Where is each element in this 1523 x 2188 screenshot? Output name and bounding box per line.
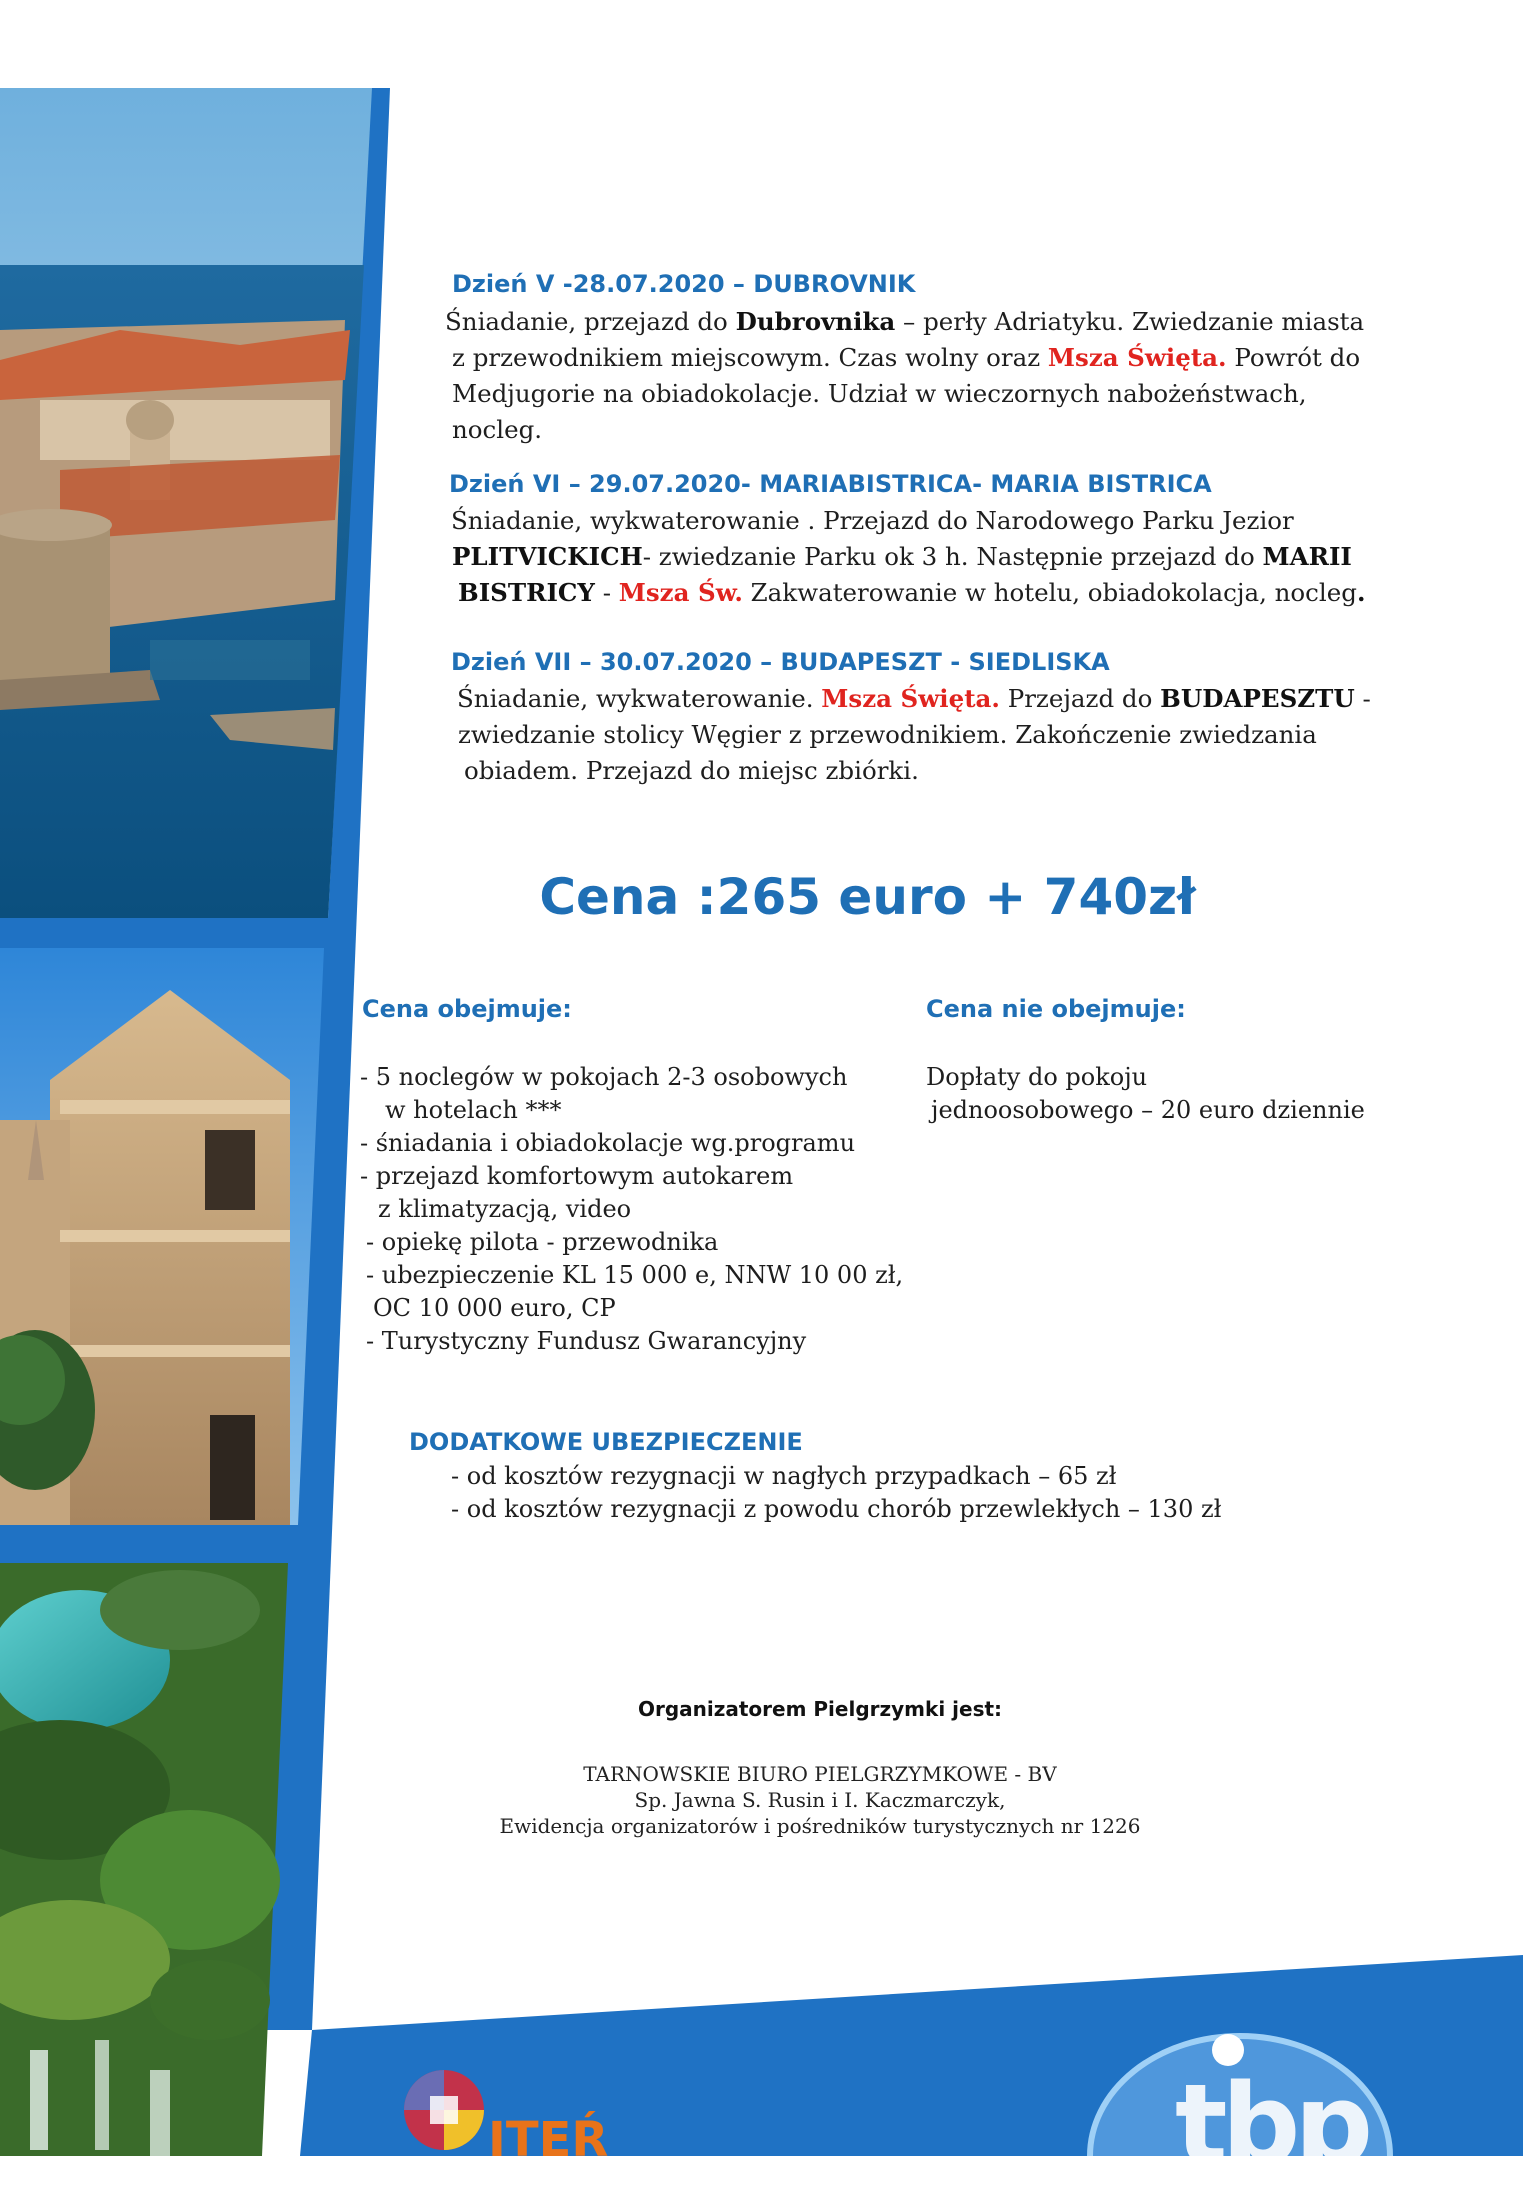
day6-plitvickich-bold: PLITVICKICH	[452, 542, 643, 571]
day6-line-2	[452, 542, 1352, 571]
day7-heading: Dzień VII – 30.07.2020 – BUDAPESZT - SIEDLISKA	[451, 648, 1110, 676]
day7-line1-mid: Przejazd do	[999, 684, 1161, 713]
day6-line2-text: - zwiedzanie Parku ok 3 h. Następnie przejazd do	[642, 542, 1263, 571]
insurance-title: DODATKOWE UBEZPIECZENIE	[409, 1428, 803, 1456]
includes-item-3: - śniadania i obiadokolacje wg.programu	[360, 1129, 856, 1157]
includes-item-4: - przejazd komfortowym autokarem	[360, 1162, 794, 1190]
day6-bistricy-bold: BISTRICY	[458, 578, 595, 607]
includes-title: Cena obejmuje:	[362, 995, 572, 1023]
day5-heading: Dzień V -28.07.2020 – DUBROVNIK	[452, 270, 916, 298]
organizer-line-2: Sp. Jawna S. Rusin i I. Kaczmarczyk,	[634, 1788, 1006, 1812]
day5-line1-tail: – perły Adriatyku. Zwiedzanie miasta	[895, 307, 1365, 336]
day6-line3-text: Zakwaterowanie w hotelu, obiadokolacja, nocleg	[742, 578, 1357, 607]
excludes-title: Cena nie obejmuje:	[926, 995, 1186, 1023]
day5-line2-text: z przewodnikiem miejscowym. Czas wolny oraz	[452, 343, 1048, 372]
includes-item-7: - ubezpieczenie KL 15 000 e, NNW 10 00 zł,	[366, 1261, 904, 1289]
day7-line1-tail: -	[1354, 684, 1371, 713]
day5-dubrovnik-bold: Dubrovnika	[735, 307, 896, 336]
day6-line-1: Śniadanie, wykwaterowanie . Przejazd do Narodowego Parku Jezior	[451, 506, 1294, 535]
day5-line1-text: Śniadanie, przejazd do	[445, 307, 736, 336]
day7-line-1	[457, 684, 1371, 713]
insurance-item-2: - od kosztów rezygnacji z powodu chorób przewlekłych – 130 zł	[451, 1495, 1222, 1523]
day5-line-4: nocleg.	[452, 415, 543, 444]
day7-line1-text: Śniadanie, wykwaterowanie.	[457, 684, 822, 713]
day5-line-2	[452, 343, 1360, 372]
day6-heading: Dzień VI – 29.07.2020- MARIABISTRICA- MARIA BISTRICA	[449, 470, 1212, 498]
includes-item-6: - opiekę pilota - przewodnika	[366, 1228, 719, 1256]
day6-mass-red: Msza Św.	[618, 578, 743, 607]
iter-logo-text: ITEŔ	[488, 2112, 609, 2168]
includes-item-8: OC 10 000 euro, CP	[373, 1294, 616, 1322]
organizer-title: Organizatorem Pielgrzymki jest:	[637, 1697, 1003, 1721]
day5-line2-tail: Powrót do	[1226, 343, 1361, 372]
day6-line3-dash: -	[594, 578, 619, 607]
day7-line-2: zwiedzanie stolicy Węgier z przewodnikiem. Zakończenie zwiedzania	[458, 720, 1317, 749]
day6-marii-bold: MARII	[1262, 542, 1352, 571]
day5-line-1	[445, 307, 1364, 336]
includes-item-2: w hotelach ***	[385, 1096, 562, 1124]
day6-line3-period: .	[1356, 578, 1366, 607]
insurance-item-1: - od kosztów rezygnacji w nagłych przypadkach – 65 zł	[451, 1462, 1117, 1490]
price-heading: Cena :265 euro + 740zł	[539, 868, 1196, 926]
organizer-line-3: Ewidencja organizatorów i pośredników turystycznych nr 1226	[499, 1814, 1141, 1838]
includes-item-1: - 5 noclegów w pokojach 2-3 osobowych	[360, 1063, 848, 1091]
day5-mass-red: Msza Święta.	[1047, 343, 1227, 372]
includes-item-9: - Turystyczny Fundusz Gwarancyjny	[366, 1327, 807, 1355]
includes-item-5: z klimatyzacją, video	[378, 1195, 632, 1223]
day7-line-3: obiadem. Przejazd do miejsc zbiórki.	[464, 756, 919, 785]
day5-line-3: Medjugorie na obiadokolacje. Udział w wieczornych nabożeństwach,	[452, 379, 1307, 408]
day6-line-3	[458, 578, 1365, 607]
day7-mass-red: Msza Święta.	[821, 684, 1000, 713]
tbp-logo-text: tbp	[1175, 2060, 1368, 2188]
day7-budapeszt-bold: BUDAPESZTU	[1160, 684, 1355, 713]
excludes-item-1: Dopłaty do pokoju	[926, 1063, 1148, 1091]
organizer-line-1: TARNOWSKIE BIURO PIELGRZYMKOWE - BV	[583, 1762, 1057, 1786]
excludes-item-2: jednoosobowego – 20 euro dziennie	[931, 1096, 1365, 1124]
